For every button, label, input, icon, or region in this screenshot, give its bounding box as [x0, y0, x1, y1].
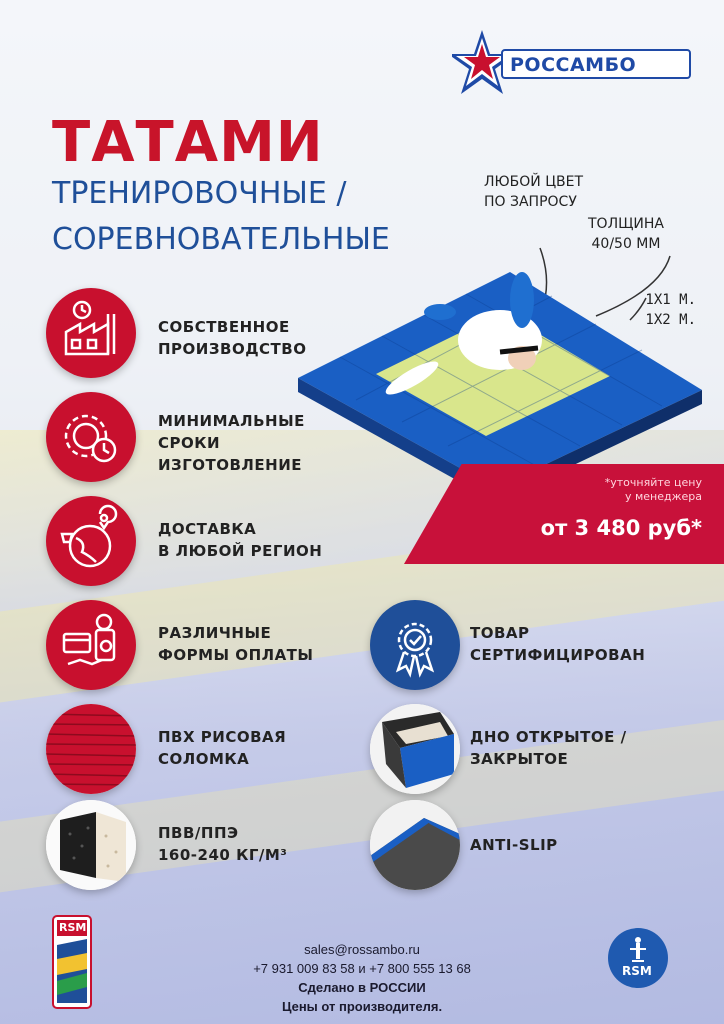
rsm-right-badge — [608, 928, 668, 988]
payment-icon — [46, 600, 136, 690]
rice-straw-texture — [46, 704, 136, 794]
anti-slip-sample — [370, 800, 460, 890]
feature-bottom: ДНО ОТКРЫТОЕ / ЗАКРЫТОЕ — [470, 728, 627, 768]
mat-bottom-sample — [370, 704, 460, 794]
figure-icon — [608, 928, 668, 988]
rsm-right-label: RSM — [622, 964, 652, 978]
certificate-badge-icon — [370, 600, 460, 690]
feature-own-production: СОБСТВЕННОЕ ПРОИЗВОДСТВО — [158, 318, 307, 358]
feature-delivery: ДОСТАВКА В ЛЮБОЙ РЕГИОН — [158, 520, 323, 560]
factory-icon — [46, 288, 136, 378]
page-title: ТАТАМИ — [52, 110, 324, 175]
subtitle-line-1: ТРЕНИРОВОЧНЫЕ / — [52, 176, 347, 211]
feature-rice-straw: ПВХ РИСОВАЯ СОЛОМКА — [158, 728, 287, 768]
size-note: 1X1 М. 1X2 М. — [645, 292, 696, 328]
color-note: ЛЮБОЙ ЦВЕТ ПО ЗАПРОСУ — [484, 174, 584, 210]
footer-email[interactable]: sales@rossambo.ru — [304, 942, 420, 957]
foam-sample — [46, 800, 136, 890]
feature-short-terms: МИНИМАЛЬНЫЕ СРОКИ ИЗГОТОВЛЕНИЕ — [158, 412, 305, 474]
price-value: от 3 480 руб* — [540, 516, 702, 540]
feature-anti-slip: ANTI-SLIP — [470, 836, 558, 854]
tatami-mat-illustration — [290, 240, 724, 500]
footer-prices: Цены от производителя. — [281, 999, 443, 1014]
rsm-left-label: RSM — [59, 921, 87, 934]
feature-payment: РАЗЛИЧНЫЕ ФОРМЫ ОПЛАТЫ — [158, 624, 314, 664]
footer-phones[interactable]: +7 931 009 83 58 и +7 800 555 13 68 — [253, 961, 471, 976]
feature-foam: ПВВ/ППЭ 160-240 КГ/М³ — [158, 824, 288, 864]
price-note: *уточняйте цену у менеджера — [604, 476, 702, 503]
gear-clock-icon — [46, 392, 136, 482]
footer-made-in: Сделано в РОССИИ — [298, 980, 426, 995]
thickness-note: ТОЛЩИНА 40/50 ММ — [588, 216, 664, 252]
subtitle-line-2: СОРЕВНОВАТЕЛЬНЫЕ — [52, 222, 390, 257]
globe-delivery-icon — [46, 496, 136, 586]
feature-certified: ТОВАР СЕРТИФИЦИРОВАН — [470, 624, 646, 664]
brand-logo — [452, 28, 692, 98]
brand-name: РОССАМБО — [510, 54, 637, 76]
